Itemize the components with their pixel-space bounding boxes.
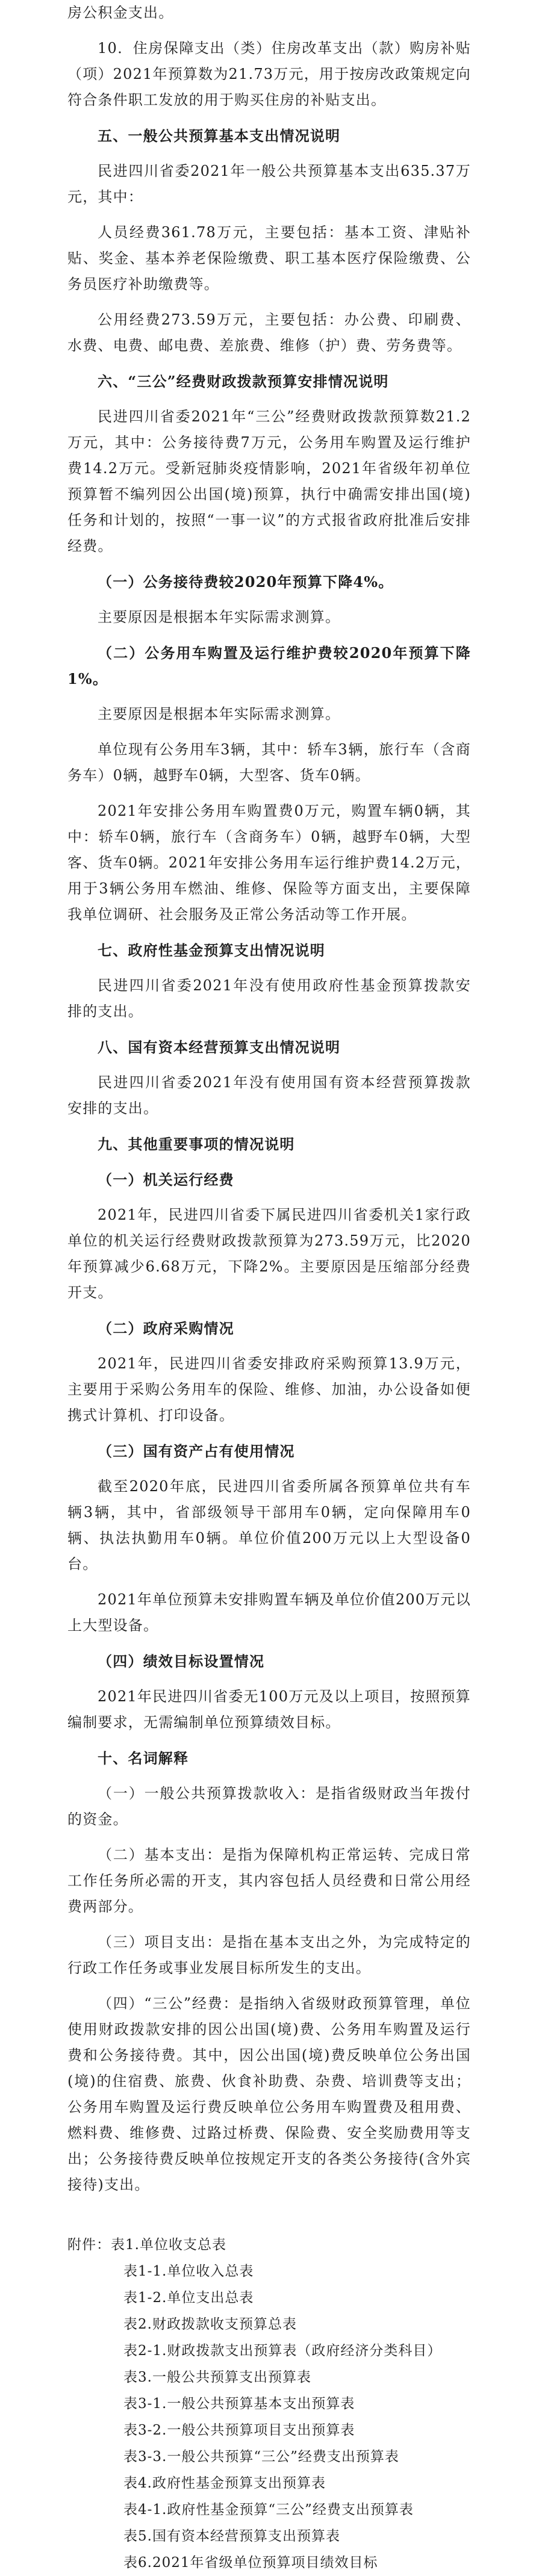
section-heading: 六、“三公”经费财政拨款预算安排情况说明 (98, 373, 389, 390)
section-heading: 五、一般公共预算基本支出情况说明 (98, 127, 341, 144)
paragraph: 主要原因是根据本年实际需求测算。 (98, 609, 341, 625)
annex-list-item: 表2.财政拨款收支预算总表 (123, 2317, 297, 2332)
paragraph: 2021年，民进四川省委安排政府采购预算13.9万元，主要用于采购公务用车的保险、维修、加油，办公设备如便携式计算机、打印设备。 (67, 1355, 471, 1424)
paragraph: 2021年民进四川省委无100万元及以上项目，按照预算编制要求，无需编制单位预算绩效目标。 (67, 1688, 471, 1731)
annex-list-item: 表3.一般公共预算支出预算表 (123, 2370, 311, 2385)
annex-list-item: 表3-2.一般公共预算项目支出预算表 (123, 2422, 355, 2438)
paragraph: 公用经费273.59万元，主要包括：办公费、印刷费、水费、电费、邮电费、差旅费、维修（护）费、劳务费等。 (67, 311, 471, 354)
paragraph: 单位现有公务用车3辆，其中：轿车3辆，旅行车（含商务车）0辆，越野车0辆，大型客、货车0辆。 (67, 741, 471, 784)
annex-list-item: 表1-1.单位收入总表 (123, 2264, 254, 2279)
annex-list-item: 表3-3.一般公共预算“三公”经费支出预算表 (123, 2449, 399, 2465)
paragraph: 10．住房保障支出（类）住房改革支出（款）购房补贴（项）2021年预算数为21.73万元，用于按房改政策规定向符合条件职工发放的用于购买住房的补贴支出。 (67, 40, 471, 108)
annex-list-item: 表4.政府性基金预算支出预算表 (123, 2475, 326, 2491)
annex-list-title: 附件：表1.单位收支总表 (67, 2237, 226, 2253)
paragraph: 主要原因是根据本年实际需求测算。 (98, 706, 341, 722)
paragraph: 民进四川省委2021年“三公”经费财政拨款预算数21.2万元，其中：公务接待费7万元，公务用车购置及运行维护费14.2万元。受新冠肺炎疫情影响，2021年省级年初单位预算暂不编列因公出国(境)预算，执行中确需安排出国(境)任务和计划的，按照“一事一议”的方式报省政府批准后安排经费。 (67, 408, 471, 554)
section-heading: 八、国有资本经营预算支出情况说明 (98, 1038, 341, 1056)
sub-heading: （一）公务接待费较2020年预算下降4%。 (98, 573, 394, 591)
annex-list-item: 表1-2.单位支出总表 (123, 2290, 254, 2306)
section-heading: 七、政府性基金预算支出情况说明 (98, 942, 325, 959)
paragraph: （四）“三公”经费：是指纳入省级财政预算管理，单位使用财政拨款安排的因公出国(境)费、公务用车购置及运行费和公务接待费。其中，因公出国(境)费反映单位公务出国(境)的住宿费、旅费、伙食补助费、杂费、培训费等支出；公务用车购置及运行费反映单位公务用车购置费及租用费、燃料费、维修费、过路过桥费、保险费、安全奖励费用等支出；公务接待费反映单位按规定开支的各类公务接待(含外宾接待)支出。 (67, 1995, 471, 2193)
paragraph: 人员经费361.78万元，主要包括：基本工资、津贴补贴、奖金、基本养老保险缴费、职工基本医疗保险缴费、公务员医疗补助缴费等。 (67, 224, 471, 293)
paragraph: （三）项目支出：是指在基本支出之外，为完成特定的行政工作任务或事业发展目标所发生的支出。 (67, 1934, 471, 1976)
annex-list-item: 表5.国有资本经营预算支出预算表 (123, 2528, 340, 2544)
paragraph: 房公积金支出。 (67, 4, 174, 21)
sub-heading: （三）国有资产占有使用情况 (98, 1442, 295, 1460)
sub-heading: （四）绩效目标设置情况 (98, 1653, 265, 1670)
paragraph: 2021年安排公务用车购置费0万元，购置车辆0辆，其中：轿车0辆，旅行车（含商务车）0辆，越野车0辆，大型客、货车0辆。2021年安排公务用车运行维护费14.2万元，用于3辆公务用车燃油、维修、保险等方面支出，主要保障我单位调研、社会服务及正常公务活动等工作开展。 (67, 802, 471, 923)
sub-heading: （二）政府采购情况 (98, 1320, 234, 1337)
paragraph: （二）基本支出：是指为保障机构正常运转、完成日常工作任务所必需的开支，其内容包括人员经费和日常公用经费两部分。 (67, 1846, 471, 1915)
annex-list-item: 表6.2021年省级单位预算项目绩效目标 (123, 2555, 378, 2571)
annex-list-item: 表3-1.一般公共预算基本支出预算表 (123, 2396, 355, 2412)
annex-list-item: 表2-1.财政拨款支出预算表（政府经济分类科目） (123, 2343, 442, 2359)
section-heading: 十、名词解释 (98, 1749, 189, 1767)
sub-heading: （二）公务用车购置及运行维护费较2020年预算下降1%。 (67, 644, 471, 687)
paragraph: 民进四川省委2021年没有使用国有资本经营预算拨款安排的支出。 (67, 1074, 471, 1117)
section-heading: 九、其他重要事项的情况说明 (98, 1135, 295, 1153)
paragraph: 2021年，民进四川省委下属民进四川省委机关1家行政单位的机关运行经费财政拨款预算为273.59万元，比2020年预算减少6.68万元，下降2%。主要原因是压缩部分经费开支。 (67, 1206, 471, 1301)
paragraph: 民进四川省委2021年一般公共预算基本支出635.37万元，其中： (67, 163, 471, 205)
sub-heading: （一）机关运行经费 (98, 1171, 234, 1188)
paragraph: （一）一般公共预算拨款收入：是指省级财政当年拨付的资金。 (67, 1785, 471, 1828)
paragraph: 截至2020年底，民进四川省委所属各预算单位共有车辆3辆，其中，省部级领导干部用车0辆，定向保障用车0辆、执法执勤用车0辆。单位价值200万元以上大型设备0台。 (67, 1478, 471, 1572)
paragraph: 2021年单位预算未安排购置车辆及单位价值200万元以上大型设备。 (67, 1591, 471, 1634)
paragraph: 民进四川省委2021年没有使用政府性基金预算拨款安排的支出。 (67, 977, 471, 1020)
annex-list-item: 表4-1.政府性基金预算“三公”经费支出预算表 (123, 2502, 414, 2518)
